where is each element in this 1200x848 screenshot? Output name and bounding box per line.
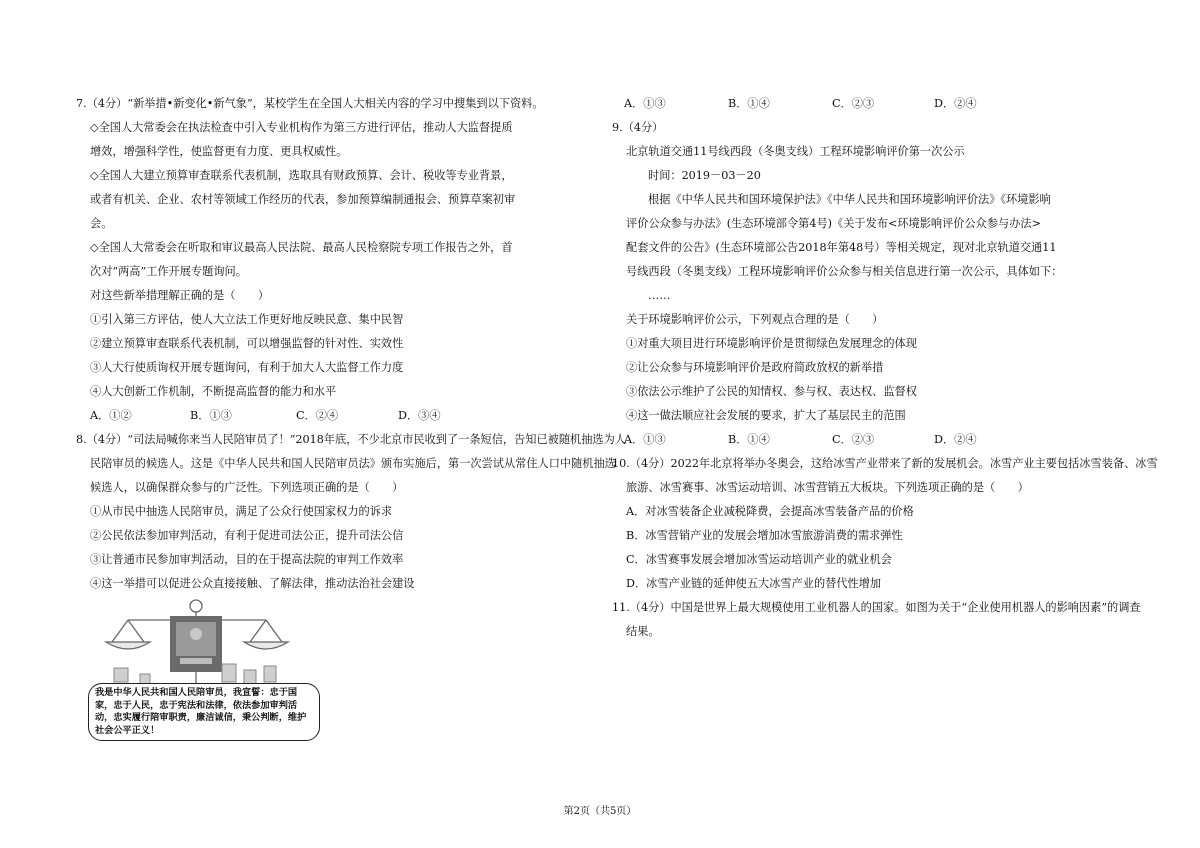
q9-option-a[interactable]: A．①③ bbox=[624, 433, 666, 446]
juror-oath-bubble: 我是中华人民共和国人民陪审员，我宣誓：忠于国家，忠于人民，忠于宪法和法律，依法参加审判活动，忠实履行陪审职责，廉洁诚信，秉公判断，维护社会公平正义！ bbox=[88, 683, 320, 741]
q8-statement-2: ②公民依法参加审判活动，有利于促进司法公正，提升司法公信 bbox=[90, 529, 404, 542]
q7-material-1-cont: 增效，增强科学性，使监督更有力度、更具权威性。 bbox=[90, 145, 348, 158]
q7-question: 对这些新举措理解正确的是（ ） bbox=[90, 289, 270, 302]
scale-top-knob bbox=[190, 600, 202, 612]
q8-stem-3: 候选人，以确保群众参与的广泛性。下列选项正确的是（ ） bbox=[90, 481, 404, 494]
q10-option-c[interactable]: C．冰雪赛事发展会增加冰雪运动培训产业的就业机会 bbox=[626, 553, 892, 566]
q10-stem-1: 10.（4分）2022年北京将举办冬奥会，这给冰雪产业带来了新的发展机会。冰雪产业主要包括冰雪装备、冰雪 bbox=[612, 457, 1158, 470]
q9-option-b[interactable]: B．①④ bbox=[728, 433, 770, 446]
q7-statement-2: ②建立预算审查联系代表机制，可以增强监督的针对性、实效性 bbox=[90, 337, 404, 350]
q8-option-a[interactable]: A．①③ bbox=[624, 97, 666, 110]
q9-statement-1: ①对重大项目进行环境影响评价是贯彻绿色发展理念的体现 bbox=[626, 337, 917, 350]
q9-notice-p1: 根据《中华人民共和国环境保护法》《中华人民共和国环境影响评价法》《环境影响 bbox=[648, 193, 1051, 206]
q7-statement-4: ④人大创新工作机制，不断提高监督的能力和水平 bbox=[90, 385, 337, 398]
q7-stem: 7.（4分）“新举措•新变化•新气象”，某校学生在全国人大相关内容的学习中搜集到以下资料。 bbox=[76, 97, 544, 110]
q7-material-2-cont: 或者有机关、企业、农村等领域工作经历的代表，参加预算编制通报会、预算草案初审 bbox=[90, 193, 516, 206]
q9-notice-p3: 配套文件的公告》(生态环境部公告2018年第48号）等相关规定，现对北京轨道交通11 bbox=[626, 241, 1057, 254]
q7-option-d[interactable]: D．③④ bbox=[398, 409, 441, 422]
q9-statement-2: ②让公众参与环境影响评价是政府简政放权的新举措 bbox=[626, 361, 884, 374]
q9-question: 关于环境影响评价公示，下列观点合理的是（ ） bbox=[626, 313, 884, 326]
q10-option-d[interactable]: D．冰雪产业链的延伸使五大冰雪产业的替代性增加 bbox=[626, 577, 882, 590]
figure-5 bbox=[264, 666, 276, 682]
q8-statement-1: ①从市民中抽选人民陪审员，满足了公众行使国家权力的诉求 bbox=[90, 505, 393, 518]
q9-notice-time: 时间：2019－03－20 bbox=[648, 169, 761, 182]
q9-statement-3: ③依法公示维护了公民的知情权、参与权、表达权、监督权 bbox=[626, 385, 917, 398]
q8-option-b[interactable]: B．①④ bbox=[728, 97, 770, 110]
q8-statement-3: ③让普通市民参加审判活动，目的在于提高法院的审判工作效率 bbox=[90, 553, 404, 566]
figure-1 bbox=[114, 668, 128, 682]
emblem-icon bbox=[190, 628, 202, 640]
q7-statement-3: ③人大行使质询权开展专题询问，有利于加大人大监督工作力度 bbox=[90, 361, 404, 374]
figure-4 bbox=[244, 670, 256, 684]
q11-stem-2: 结果。 bbox=[626, 625, 660, 638]
q7-material-3-cont: 次对“两高”工作开展专题询问。 bbox=[90, 265, 247, 278]
q8-stem-1: 8.（4分）“司法局喊你来当人民陪审员了！”2018年底，不少北京市民收到了一条短信，告知已被随机抽选为人 bbox=[76, 433, 626, 446]
scale-left-pan bbox=[106, 642, 150, 649]
q9-notice-ellipsis: …… bbox=[648, 289, 671, 302]
q7-material-2: ◇全国人大建立预算审查联系代表机制，选取具有财政预算、会计、税收等专业背景， bbox=[90, 169, 513, 182]
q10-option-a[interactable]: A．对冰雪装备企业减税降费，会提高冰雪装备产品的价格 bbox=[626, 505, 914, 518]
q9-notice-p4: 号线西段（冬奥支线）工程环境影响评价公众参与相关信息进行第一次公示，具体如下： bbox=[626, 265, 1063, 278]
q11-stem-1: 11.（4分）中国是世界上最大规模使用工业机器人的国家。如图为关于“企业使用机器人的影响因素”的调查 bbox=[612, 601, 1141, 614]
scale-right-pan bbox=[244, 642, 288, 649]
q9-head: 9.（4分） bbox=[612, 121, 664, 134]
q7-material-1: ◇全国人大常委会在执法检查中引入专业机构作为第三方进行评估，推动人大监督提质 bbox=[90, 121, 513, 134]
q7-material-2-end: 会。 bbox=[90, 217, 113, 230]
q8-statement-4: ④这一举措可以促进公众直接接触、了解法律，推动法治社会建设 bbox=[90, 577, 415, 590]
q9-option-c[interactable]: C．②③ bbox=[832, 433, 875, 446]
q8-stem-2: 民陪审员的候选人。这是《中华人民共和国人民陪审员法》颁布实施后，第一次尝试从常住人口中随机抽选 bbox=[90, 457, 616, 470]
q10-option-b[interactable]: B．冰雪营销产业的发展会增加冰雪旅游消费的需求弹性 bbox=[626, 529, 903, 542]
page-footer: 第2页（共5页） bbox=[563, 806, 637, 817]
q7-option-a[interactable]: A．①② bbox=[90, 409, 132, 422]
figure-3 bbox=[222, 664, 236, 682]
q9-notice-p2: 评价公众参与办法》(生态环境部令第4号)《关于发布<环境影响评价公众参与办法> bbox=[626, 217, 1041, 230]
q9-option-d[interactable]: D．②④ bbox=[934, 433, 977, 446]
q7-material-3: ◇全国人大常委会在听取和审议最高人民法院、最高人民检察院专项工作报告之外，首 bbox=[90, 241, 513, 254]
q7-option-c[interactable]: C．②④ bbox=[296, 409, 339, 422]
q10-stem-2: 旅游、冰雪赛事、冰雪运动培训、冰雪营销五大板块。下列选项正确的是（ ） bbox=[626, 481, 1029, 494]
q9-statement-4: ④这一做法顺应社会发展的要求，扩大了基层民主的范围 bbox=[626, 409, 906, 422]
q7-option-b[interactable]: B．①③ bbox=[190, 409, 232, 422]
q7-statement-1: ①引入第三方评估，使人大立法工作更好地反映民意、集中民智 bbox=[90, 313, 404, 326]
q8-option-c[interactable]: C．②③ bbox=[832, 97, 875, 110]
q9-notice-title: 北京轨道交通11号线西段（冬奥支线）工程环境影响评价第一次公示 bbox=[626, 145, 965, 158]
q8-option-d[interactable]: D．②④ bbox=[934, 97, 977, 110]
